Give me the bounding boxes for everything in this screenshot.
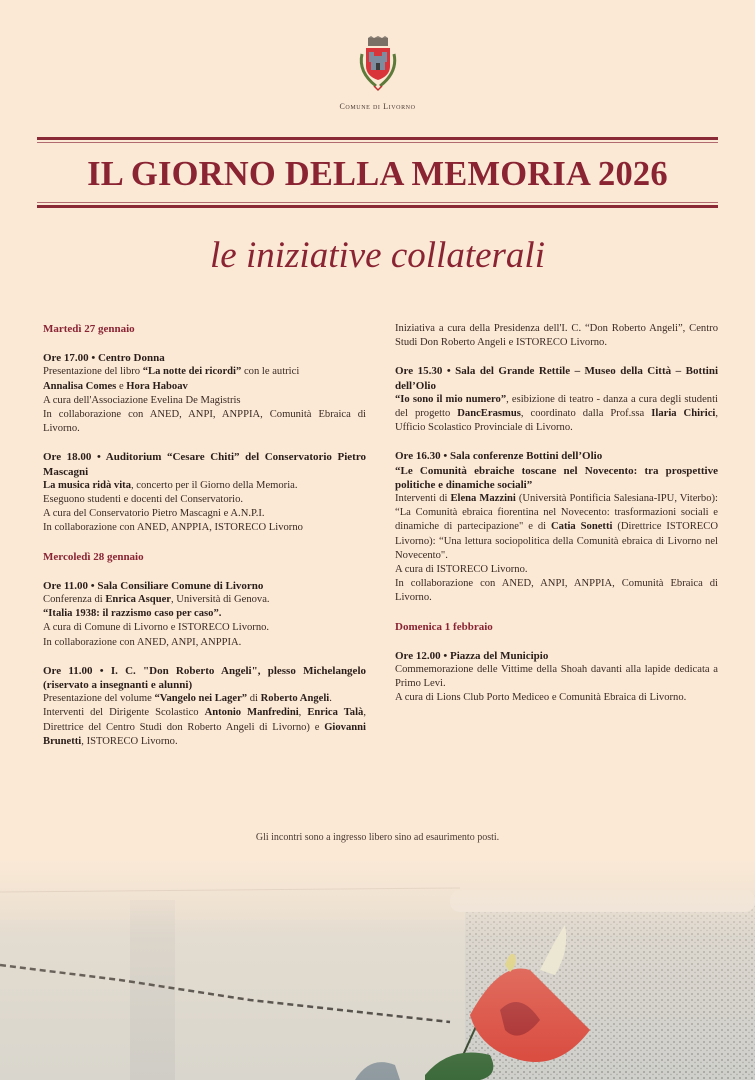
day-heading: Martedì 27 gennaio — [43, 323, 135, 335]
right-column — [395, 322, 718, 720]
bottom-double-rule — [37, 202, 718, 208]
event-grande-rettile — [395, 364, 718, 435]
event-line: Interventi del Dirigente Scolastico Antonio Manfredini, Enrica Talà, Direttrice del Centro Studi don Roberto Angeli di Livorno) e Giovanni Brunetti, ISTORECO Livorno. — [43, 707, 366, 747]
event-piazza-municipio — [395, 649, 718, 706]
event-line: Presentazione del volume “Vangelo nei Lager” di Roberto Angeli. — [43, 693, 332, 705]
event-line: In collaborazione con ANED, ANPPIA, ISTORECO Livorno — [43, 522, 303, 534]
event-auditorium — [43, 450, 366, 535]
event-heading: Ore 15.30 • Sala del Grande Rettile – Museo della Città – Bottini dell’Olio — [395, 365, 718, 392]
event-line: A cura del Conservatorio Pietro Mascagni e A.N.P.I. — [43, 508, 265, 520]
event-sala-consiliare — [43, 579, 366, 650]
comune-crest-logo — [356, 36, 400, 94]
left-column — [43, 322, 366, 763]
page-title: IL GIORNO DELLA MEMORIA 2026 — [87, 155, 668, 193]
event-centro-donna — [43, 351, 366, 436]
event-line: In collaborazione con ANED, ANPI, ANPPIA, Comunità Ebraica di Livorno. — [43, 409, 366, 435]
event-bottini-conferenze — [395, 449, 718, 605]
event-line: Conferenza di Enrica Asquer, Università di Genova. — [43, 594, 270, 606]
event-ic-angeli-continued — [395, 322, 718, 350]
event-heading: Ore 11.00 • Sala Consiliare Comune di Livorno — [43, 579, 264, 592]
event-heading: Ore 17.00 • Centro Donna — [43, 352, 165, 365]
event-line: In collaborazione con ANED, ANPI, ANPPIA. — [43, 636, 242, 648]
event-heading: Ore 12.00 • Piazza del Municipio — [395, 649, 549, 662]
event-line: In collaborazione con ANED, ANPI, ANPPIA, Comunità Ebraica di Livorno. — [395, 578, 718, 604]
day-heading: Domenica 1 febbraio — [395, 620, 493, 633]
event-line: Commemorazione delle Vittime della Shoah davanti alla lapide dedicata a Primo Levi. — [395, 664, 718, 690]
event-ic-angeli — [43, 664, 366, 749]
top-double-rule — [37, 137, 718, 143]
event-line: A cura dell'Associazione Evelina De Magistris — [43, 394, 241, 406]
event-heading: Ore 18.00 • Auditorium “Cesare Chiti” del Conservatorio Pietro Mascagni — [43, 451, 366, 478]
event-line: Iniziativa a cura della Presidenza dell'I. C. “Don Roberto Angeli”, Centro Studi Don Roberto Angeli e ISTORECO Livorno. — [395, 323, 718, 349]
event-line: A cura di ISTORECO Livorno. — [395, 564, 528, 576]
comune-label: Comune di Livorno — [339, 102, 416, 111]
event-heading: Ore 11.00 • I. C. "Don Roberto Angeli", plesso Michelangelo (riservato a insegnanti e alunni) — [43, 664, 366, 692]
event-line: La musica ridà vita, concerto per il Giorno della Memoria. — [43, 479, 298, 491]
event-line: A cura di Lions Club Porto Mediceo e Comunità Ebraica di Livorno. — [395, 692, 687, 704]
event-line: A cura di Comune di Livorno e ISTORECO Livorno. — [43, 622, 270, 634]
barbed-wire-rose-photo — [0, 860, 755, 1080]
event-line: Annalisa Comes e Hora Haboav — [43, 380, 188, 392]
page-subtitle: le iniziative collaterali — [210, 235, 545, 276]
event-line: “Italia 1938: il razzismo caso per caso”. — [43, 608, 222, 620]
event-line: Interventi di Elena Mazzini (Università Pontificia Salesiana-IPU, Viterbo): “La Comunità ebraica fiorentina nel Novecento: trasformazioni sociali e dinamiche di partecipazione" e di Catia Sonetti (Direttrice ISTORECO Livorno): “Una lettura sociopolitica della Comunità ebraica di Livorno nel Novecento". — [395, 493, 718, 561]
event-heading: Ore 16.30 • Sala conferenze Bottini dell’Olio — [395, 450, 603, 463]
free-entry-note: Gli incontri sono a ingresso libero sino ad esaurimento posti. — [255, 832, 500, 843]
day-heading: Mercoledì 28 gennaio — [43, 550, 144, 563]
event-line: Presentazione del libro “La notte dei ricordi” con le autrici — [43, 366, 300, 378]
event-line: Eseguono studenti e docenti del Conservatorio. — [43, 494, 244, 506]
event-talk-title: “Le Comunità ebraiche toscane nel Novecento: tra prospettive politiche e dinamiche sociali” — [395, 464, 718, 491]
event-line: “Io sono il mio numero”, esibizione di teatro - danza a cura degli studenti del progetto DancErasmus, coordinato dalla Prof.ssa Ilaria Chirici, Ufficio Scolastico Provinciale di Livorno. — [395, 393, 718, 434]
